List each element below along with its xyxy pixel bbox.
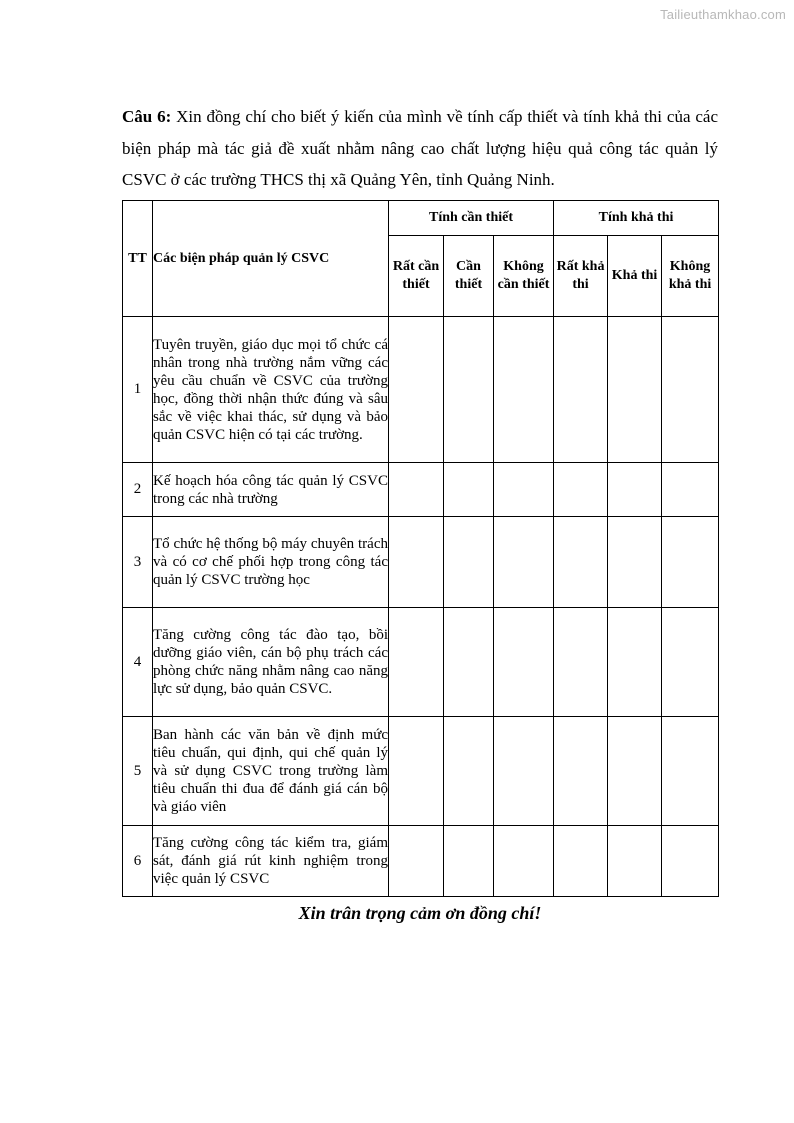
measure-description: Tăng cường công tác đào tạo, bồi dưỡng giáo viên, cán bộ phụ trách các phòng chức năng nhằm nâng cao năng lực sử dụng, bảo quản CSVC. (153, 608, 389, 717)
closing-thanks: Xin trân trọng cảm ơn đồng chí! (298, 903, 542, 923)
rating-cell[interactable] (554, 517, 608, 608)
rating-cell[interactable] (494, 717, 554, 826)
rating-cell[interactable] (662, 608, 719, 717)
rating-cell[interactable] (444, 717, 494, 826)
rating-cell[interactable] (554, 463, 608, 517)
header-necessity: Tính cần thiết (389, 201, 554, 236)
measure-description: Tăng cường công tác kiểm tra, giám sát, đánh giá rút kinh nghiệm trong việc quản lý CSVC (153, 826, 389, 897)
header-measure: Các biện pháp quản lý CSVC (153, 201, 389, 317)
measure-description: Ban hành các văn bản về định mức tiêu chuẩn, qui định, qui chế quản lý và sử dụng CSVC trong trường làm tiêu chuẩn thi đua để đánh giá cán bộ và giáo viên (153, 717, 389, 826)
table-row (123, 317, 719, 463)
rating-cell[interactable] (494, 517, 554, 608)
rating-cell[interactable] (608, 826, 662, 897)
measure-description: Tổ chức hệ thống bộ máy chuyên trách và có cơ chế phối hợp trong công tác quản lý CSVC trường học (153, 517, 389, 608)
rating-cell[interactable] (608, 317, 662, 463)
rating-cell[interactable] (554, 608, 608, 717)
question-paragraph (122, 101, 718, 196)
header-feasible: Khả thi (608, 236, 662, 317)
rating-cell[interactable] (608, 463, 662, 517)
table-row (123, 517, 719, 608)
rating-cell[interactable] (554, 717, 608, 826)
rating-cell[interactable] (494, 463, 554, 517)
rating-cell[interactable] (389, 608, 444, 717)
rating-cell[interactable] (608, 717, 662, 826)
table-row (123, 717, 719, 826)
header-very-feasible: Rất khả thi (554, 236, 608, 317)
rating-cell[interactable] (554, 826, 608, 897)
header-very-necessary: Rất cần thiết (389, 236, 444, 317)
table-row (123, 826, 719, 897)
row-number: 3 (123, 517, 153, 608)
row-number: 1 (123, 317, 153, 463)
row-number: 6 (123, 826, 153, 897)
question-label: Câu 6: (122, 107, 172, 126)
rating-cell[interactable] (444, 463, 494, 517)
rating-cell[interactable] (444, 826, 494, 897)
measure-description: Kế hoạch hóa công tác quản lý CSVC trong các nhà trường (153, 463, 389, 517)
rating-cell[interactable] (494, 608, 554, 717)
rating-cell[interactable] (608, 608, 662, 717)
rating-cell[interactable] (494, 317, 554, 463)
row-number: 5 (123, 717, 153, 826)
rating-cell[interactable] (608, 517, 662, 608)
rating-cell[interactable] (662, 317, 719, 463)
table-row (123, 608, 719, 717)
rating-cell[interactable] (444, 517, 494, 608)
header-feasibility: Tính khả thi (554, 201, 719, 236)
header-row-group (123, 201, 719, 236)
rating-cell[interactable] (389, 463, 444, 517)
rating-cell[interactable] (444, 608, 494, 717)
rating-cell[interactable] (389, 517, 444, 608)
watermark: Tailieuthamkhao.com (660, 7, 786, 22)
rating-cell[interactable] (389, 826, 444, 897)
rating-cell[interactable] (662, 463, 719, 517)
rating-cell[interactable] (662, 717, 719, 826)
header-not-feasible: Không khả thi (662, 236, 719, 317)
rating-cell[interactable] (389, 717, 444, 826)
row-number: 4 (123, 608, 153, 717)
table-row (123, 463, 719, 517)
rating-cell[interactable] (554, 317, 608, 463)
header-not-necessary: Không cần thiết (494, 236, 554, 317)
header-necessary: Cần thiết (444, 236, 494, 317)
measure-description: Tuyên truyền, giáo dục mọi tổ chức cá nhân trong nhà trường nắm vững các yêu cầu chuẩn về CSVC của trường học, đồng thời nhận thức đúng và sâu sắc về việc khai thác, sử dụng và bảo quản CSVC hiện có tại các trường. (153, 317, 389, 463)
rating-cell[interactable] (389, 317, 444, 463)
header-tt: TT (123, 201, 153, 317)
rating-cell[interactable] (494, 826, 554, 897)
row-number: 2 (123, 463, 153, 517)
question-text: Xin đồng chí cho biết ý kiến của mình về tính cấp thiết và tính khả thi của các biện pháp mà tác giả đề xuất nhằm nâng cao chất lượng hiệu quả công tác quản lý CSVC ở các trường THCS thị xã Quảng Yên, tỉnh Quảng Ninh. (122, 107, 718, 189)
rating-cell[interactable] (662, 517, 719, 608)
rating-cell[interactable] (662, 826, 719, 897)
survey-table (122, 200, 719, 897)
rating-cell[interactable] (444, 317, 494, 463)
